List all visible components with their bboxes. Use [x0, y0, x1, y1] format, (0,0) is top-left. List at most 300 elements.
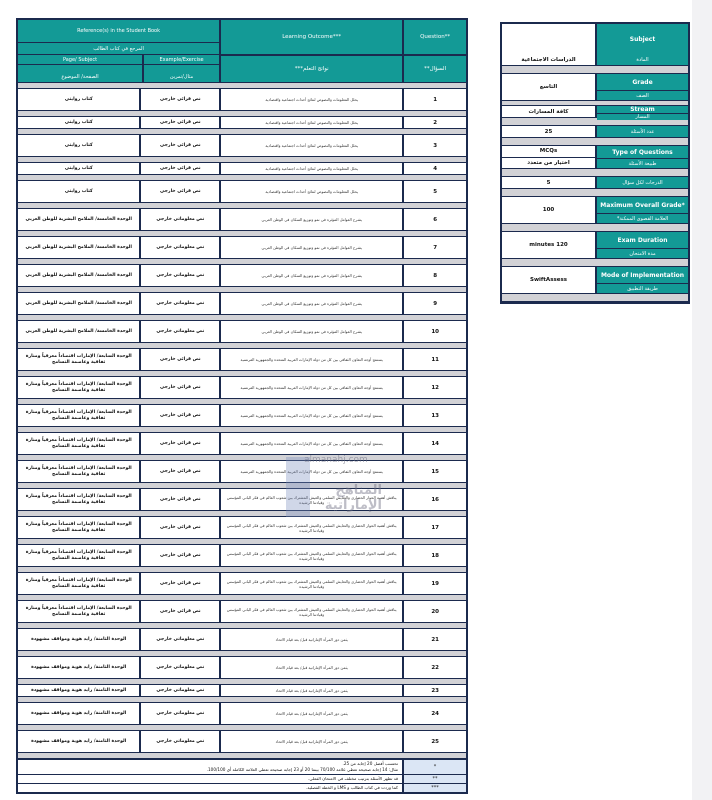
footnote-marker: *** — [404, 784, 466, 792]
panel-row — [502, 54, 688, 65]
question-number: 16 — [431, 496, 439, 503]
page-subject-text: الوحدة الثامنة/ زايد هوية ومواقف مشهودة — [31, 710, 127, 716]
learning-outcome-text: يناقش أهمية الحوار الحضاري والتعايش السلمي والعيش المشترك بين شعوب العالم في فكر الباني المؤسس وقيادتنا الرشيدة — [226, 606, 397, 617]
question-header-en: Question** — [420, 34, 451, 40]
row-separator — [18, 342, 466, 349]
question-number-cell — [404, 573, 466, 594]
panel-row — [502, 267, 688, 293]
page-subject-header-en: Page/ Subject — [62, 56, 98, 63]
page-subject-text: الوحدة الثامنة/ زايد هوية ومواقف مشهودة — [31, 636, 127, 642]
panel-separator — [502, 258, 688, 267]
panel-label-ar: العلامة القصوى الممكنة* — [597, 213, 688, 223]
page-subject-cell — [18, 433, 141, 454]
row-separator — [18, 156, 466, 163]
question-number-cell — [404, 601, 466, 622]
question-number-cell — [404, 293, 466, 314]
panel-label-ar: طريقة التطبيق — [597, 283, 688, 293]
question-number: 21 — [431, 636, 439, 643]
table-row — [18, 685, 466, 696]
question-number-cell — [404, 377, 466, 398]
page-subject-cell — [18, 89, 141, 110]
page-subject-text: الوحدة الخامسة/ الملامح البشرية للوطن العربي — [25, 300, 132, 306]
example-text: نص معلوماتي خارجي — [156, 664, 205, 670]
footnote-text — [18, 775, 404, 783]
question-number: 15 — [431, 468, 439, 475]
panel-label-en: Mode of Implementation — [597, 267, 688, 283]
example-cell — [141, 181, 221, 202]
page-subject-text: الوحدة الخامسة/ الملامح البشرية للوطن العربي — [25, 216, 132, 222]
example-cell — [141, 349, 221, 370]
page-subject-cell — [18, 209, 141, 230]
panel-row — [502, 74, 688, 100]
example-text: نص قرائي خارجي — [159, 440, 201, 446]
question-number-cell — [404, 685, 466, 696]
example-text: نص قرائي خارجي — [159, 119, 201, 125]
learning-outcome-text: يشرح العوامل المؤثرة في نمو وتوزيع السكان في الوطن العربي — [261, 273, 362, 278]
example-text: نص معلوماتي خارجي — [156, 328, 205, 334]
panel-label — [597, 197, 688, 223]
learning-outcome-text: يحلل المعلومات والنصوص لنتائج أحداث اجتماعية واقتصادية — [265, 143, 359, 148]
question-number-cell — [404, 349, 466, 370]
table-row — [18, 629, 466, 650]
question-number: 17 — [431, 524, 439, 531]
panel-label-ar: طبيعة الأسئلة — [597, 158, 688, 168]
learning-outcome-text: يستنتج أوجه التعاون الثقافي بين كل من دولة الإمارات العربية المتحدة والجمهورية الفرنسية — [240, 413, 383, 418]
footnote-text — [18, 784, 404, 792]
panel-row — [502, 232, 688, 258]
row-separator — [18, 82, 466, 89]
panel-value: 120 minutes — [502, 232, 597, 258]
question-number: 18 — [431, 552, 439, 559]
example-text: نص معلوماتي خارجي — [156, 636, 205, 642]
table-row — [18, 573, 466, 594]
learning-outcome-text: يحلل المعلومات والنصوص لنتائج أحداث اجتماعية واقتصادية — [265, 189, 359, 194]
page-subject-cell — [18, 377, 141, 398]
table-row — [18, 135, 466, 156]
question-header-ar: السؤال** — [404, 54, 466, 82]
panel-row — [502, 126, 688, 137]
reference-header-ar: المرجع في كتاب الطالب — [18, 42, 219, 55]
example-cell — [141, 163, 221, 174]
table-body — [18, 82, 466, 752]
row-separator — [18, 678, 466, 685]
row-separator — [18, 174, 466, 181]
learning-outcome-text: يناقش أهمية الحوار الحضاري والتعايش السلمي والعيش المشترك بين شعوب العالم في فكر الباني المؤسس وقيادتنا الرشيدة — [226, 522, 397, 533]
row-separator — [18, 454, 466, 461]
example-cell — [141, 209, 221, 230]
learning-outcome-cell — [221, 265, 404, 286]
learning-outcome-cell — [221, 135, 404, 156]
learning-outcome-text: يثمن دور المرأة الإماراتية قبل/ بعد قيام الاتحاد — [275, 688, 348, 693]
panel-label-en: Exam Duration — [597, 232, 688, 248]
page-subject-text: كتاب روايتي — [64, 96, 93, 102]
page-subject-cell — [18, 163, 141, 174]
example-text: نص قرائي خارجي — [159, 165, 201, 171]
question-number: 11 — [431, 356, 439, 363]
panel-value: التاسع — [502, 74, 597, 100]
question-number: 2 — [433, 119, 438, 126]
table-row — [18, 89, 466, 110]
panel-row — [502, 177, 688, 188]
panel-value — [502, 24, 597, 54]
learning-outcome-cell — [221, 657, 404, 678]
footnote-marker: ** — [404, 775, 466, 783]
example-cell — [141, 489, 221, 510]
page-subject-cell — [18, 629, 141, 650]
example-text: نص قرائي خارجي — [159, 608, 201, 614]
learning-outcome-text: يثمن دور المرأة الإماراتية قبل/ بعد قيام الاتحاد — [275, 711, 348, 716]
learning-outcome-header — [221, 20, 404, 82]
page-subject-cell — [18, 517, 141, 538]
question-number: 14 — [431, 440, 439, 447]
question-header — [404, 20, 466, 82]
table-row — [18, 117, 466, 128]
learning-outcome-cell — [221, 349, 404, 370]
example-cell — [141, 545, 221, 566]
question-number-cell — [404, 517, 466, 538]
example-cell — [141, 89, 221, 110]
example-cell — [141, 629, 221, 650]
question-number: 13 — [431, 412, 439, 419]
table-row — [18, 321, 466, 342]
example-cell — [141, 321, 221, 342]
question-number: 10 — [431, 328, 439, 335]
example-cell — [141, 117, 221, 128]
page-subject-text: الوحدة السابعة/ الإمارات اقتصاداً معرفياً ومنارة ثقافية وعاصمة التسامح — [25, 521, 132, 533]
question-number: 20 — [431, 608, 439, 615]
question-number: 4 — [433, 165, 438, 172]
learning-outcome-cell — [221, 163, 404, 174]
page-subject-text: الوحدة السابعة/ الإمارات اقتصاداً معرفياً ومنارة ثقافية وعاصمة التسامح — [25, 353, 132, 365]
row-separator — [18, 314, 466, 321]
example-cell — [141, 293, 221, 314]
panel-label-ar: الدرجات لكل سؤال — [597, 177, 688, 188]
panel-separator — [502, 137, 688, 146]
learning-outcome-text: يشرح العوامل المؤثرة في نمو وتوزيع السكان في الوطن العربي — [261, 217, 362, 222]
question-number: 22 — [431, 664, 439, 671]
footnote-row — [18, 759, 466, 774]
page-subject-text: الوحدة الثامنة/ زايد هوية ومواقف مشهودة — [31, 687, 127, 693]
row-separator — [18, 510, 466, 517]
learning-outcome-cell — [221, 181, 404, 202]
page-subject-cell — [18, 181, 141, 202]
page-subject-cell — [18, 237, 141, 258]
page-subject-header-ar: الصفحة/ الموضوع — [18, 64, 142, 82]
panel-label-en: Type of Questions — [597, 146, 688, 158]
example-text: نص قرائي خارجي — [159, 496, 201, 502]
table-row — [18, 293, 466, 314]
panel-value: 5 — [502, 177, 597, 188]
question-number: 8 — [433, 272, 438, 279]
table-row — [18, 163, 466, 174]
example-header-ar: مثال/تمرين — [144, 64, 219, 82]
panel-label — [597, 24, 688, 54]
page-subject-text: كتاب روايتي — [64, 119, 93, 125]
question-number-cell — [404, 545, 466, 566]
learning-outcome-cell — [221, 573, 404, 594]
example-text: نص قرائي خارجي — [159, 580, 201, 586]
page-subject-cell — [18, 685, 141, 696]
question-number-cell — [404, 163, 466, 174]
learning-outcome-cell — [221, 209, 404, 230]
table-row — [18, 517, 466, 538]
page-margin-strip — [692, 0, 712, 800]
panel-label-en: Subject — [597, 24, 688, 54]
panel-label-ar: المادة — [597, 54, 688, 65]
panel-value-text: MCQs — [539, 148, 558, 155]
example-text: نص قرائي خارجي — [159, 96, 201, 102]
question-number: 1 — [433, 96, 438, 103]
example-text: نص قرائي خارجي — [159, 188, 201, 194]
panel-label — [597, 232, 688, 258]
reference-header-group — [18, 20, 221, 82]
page-subject-text: الوحدة الخامسة/ الملامح البشرية للوطن العربي — [25, 328, 132, 334]
panel-label — [597, 54, 688, 65]
panel-separator — [502, 223, 688, 232]
learning-outcome-cell — [221, 321, 404, 342]
question-number-cell — [404, 731, 466, 752]
learning-outcome-cell — [221, 629, 404, 650]
learning-outcome-text: يحلل المعلومات والنصوص لنتائج أحداث اجتماعية واقتصادية — [265, 120, 359, 125]
question-number-cell — [404, 461, 466, 482]
learning-outcome-cell — [221, 517, 404, 538]
example-cell — [141, 265, 221, 286]
panel-value-text: اختيار من متعدد — [502, 157, 595, 169]
panel-label — [597, 146, 688, 168]
example-cell — [141, 685, 221, 696]
table-row — [18, 545, 466, 566]
page-subject-cell — [18, 293, 141, 314]
learning-outcome-cell — [221, 237, 404, 258]
row-separator — [18, 538, 466, 545]
table-row — [18, 405, 466, 426]
panel-label-en: Stream — [597, 106, 688, 113]
question-number: 3 — [433, 142, 438, 149]
panel-label-ar: عدد الأسئلة — [597, 126, 688, 137]
example-text: نص معلوماتي خارجي — [156, 300, 205, 306]
learning-outcome-header-en: Learning Outcome*** — [282, 34, 342, 40]
example-text: نص معلوماتي خارجي — [156, 272, 205, 278]
question-number-cell — [404, 657, 466, 678]
page-subject-cell — [18, 135, 141, 156]
learning-outcome-text: يستنتج أوجه التعاون الثقافي بين كل من دولة الإمارات العربية المتحدة والجمهورية الفرنسية — [240, 441, 383, 446]
learning-outcome-cell — [221, 293, 404, 314]
learning-outcome-cell — [221, 545, 404, 566]
example-text: نص معلوماتي خارجي — [156, 687, 205, 693]
row-separator — [18, 202, 466, 209]
panel-label-ar: المسار — [597, 113, 688, 120]
example-text: نص معلوماتي خارجي — [156, 710, 205, 716]
panel-row — [502, 24, 688, 54]
question-number-cell — [404, 405, 466, 426]
learning-outcome-cell — [221, 703, 404, 724]
table-row — [18, 731, 466, 752]
example-cell — [141, 657, 221, 678]
panel-separator — [502, 168, 688, 177]
watermark-text: المناهج الإماراتية — [324, 483, 382, 513]
table-row — [18, 377, 466, 398]
table-header — [18, 20, 466, 82]
learning-outcome-text: يستنتج أوجه التعاون الثقافي بين كل من دولة الإمارات العربية المتحدة والجمهورية الفرنسية — [240, 469, 383, 474]
question-number-cell — [404, 489, 466, 510]
example-text: نص قرائي خارجي — [159, 142, 201, 148]
question-number: 9 — [433, 300, 438, 307]
example-text: نص قرائي خارجي — [159, 552, 201, 558]
learning-outcome-cell — [221, 489, 404, 510]
page-subject-cell — [18, 601, 141, 622]
question-number-cell — [404, 209, 466, 230]
panel-label — [597, 106, 688, 120]
question-number: 6 — [433, 216, 438, 223]
panel-label-ar: مدة الامتحان — [597, 248, 688, 258]
table-row — [18, 349, 466, 370]
watermark-site: almanahj.com — [304, 455, 368, 465]
learning-outcome-text: يثمن دور المرأة الإماراتية قبل/ بعد قيام الاتحاد — [275, 665, 348, 670]
question-number-cell — [404, 703, 466, 724]
learning-outcome-text: يثمن دور المرأة الإماراتية قبل/ بعد قيام الاتحاد — [275, 637, 348, 642]
learning-outcome-cell — [221, 461, 404, 482]
exam-specification-table — [16, 18, 468, 794]
row-separator — [18, 370, 466, 377]
footnotes — [18, 759, 466, 792]
example-text: نص معلوماتي خارجي — [156, 244, 205, 250]
page-subject-text: الوحدة الثامنة/ زايد هوية ومواقف مشهودة — [31, 664, 127, 670]
learning-outcome-cell — [221, 117, 404, 128]
panel-value: كافة المسارات — [502, 106, 597, 117]
page-subject-text: كتاب روايتي — [64, 188, 93, 194]
panel-separator — [502, 65, 688, 74]
learning-outcome-text: يناقش أهمية الحوار الحضاري والتعايش السلمي والعيش المشترك بين شعوب العالم في فكر الباني المؤسس وقيادتنا الرشيدة — [226, 578, 397, 589]
panel-label — [597, 267, 688, 293]
learning-outcome-cell — [221, 731, 404, 752]
question-number-cell — [404, 237, 466, 258]
learning-outcome-cell — [221, 601, 404, 622]
learning-outcome-text: يشرح العوامل المؤثرة في نمو وتوزيع السكان في الوطن العربي — [261, 301, 362, 306]
row-separator — [18, 230, 466, 237]
panel-separator — [502, 293, 688, 302]
panel-separator — [502, 188, 688, 197]
table-row — [18, 461, 466, 482]
learning-outcome-text: يشرح العوامل المؤثرة في نمو وتوزيع السكان في الوطن العربي — [261, 329, 362, 334]
table-row — [18, 489, 466, 510]
learning-outcome-text: يستنتج أوجه التعاون الثقافي بين كل من دولة الإمارات العربية المتحدة والجمهورية الفرنسية — [240, 385, 383, 390]
panel-row — [502, 146, 688, 168]
table-row — [18, 703, 466, 724]
learning-outcome-cell — [221, 377, 404, 398]
page-subject-text: الوحدة السابعة/ الإمارات اقتصاداً معرفياً ومنارة ثقافية وعاصمة التسامح — [25, 605, 132, 617]
page-subject-cell — [18, 265, 141, 286]
page-subject-cell — [18, 573, 141, 594]
row-separator — [18, 650, 466, 657]
row-separator — [18, 696, 466, 703]
page-subject-cell — [18, 545, 141, 566]
panel-label-en: Grade — [597, 74, 688, 90]
question-number-cell — [404, 629, 466, 650]
table-row — [18, 237, 466, 258]
question-number: 7 — [433, 244, 438, 251]
panel-label-ar: الصف — [597, 90, 688, 100]
row-separator — [18, 426, 466, 433]
example-cell — [141, 461, 221, 482]
page-subject-text: الوحدة الخامسة/ الملامح البشرية للوطن العربي — [25, 244, 132, 250]
page-subject-cell — [18, 117, 141, 128]
question-number-cell — [404, 117, 466, 128]
example-text: نص معلوماتي خارجي — [156, 216, 205, 222]
example-text: نص قرائي خارجي — [159, 356, 201, 362]
table-row — [18, 601, 466, 622]
page-subject-text: الوحدة السابعة/ الإمارات اقتصاداً معرفياً ومنارة ثقافية وعاصمة التسامح — [25, 577, 132, 589]
page-subject-cell — [18, 405, 141, 426]
learning-outcome-text: يناقش أهمية الحوار الحضاري والتعايش السلمي والعيش المشترك بين شعوب العالم في فكر الباني المؤسس وقيادتنا الرشيدة — [226, 550, 397, 561]
page-subject-text: الوحدة السابعة/ الإمارات اقتصاداً معرفياً ومنارة ثقافية وعاصمة التسامح — [25, 381, 132, 393]
example-cell — [141, 517, 221, 538]
question-number: 5 — [433, 188, 438, 195]
page-subject-text: الوحدة الثامنة/ زايد هوية ومواقف مشهودة — [31, 738, 127, 744]
example-text: نص قرائي خارجي — [159, 468, 201, 474]
table-row — [18, 657, 466, 678]
panel-row — [502, 197, 688, 223]
panel-value: SwiftAssess — [502, 267, 597, 293]
question-number-cell — [404, 181, 466, 202]
row-separator — [18, 622, 466, 629]
table-row — [18, 433, 466, 454]
example-text: نص قرائي خارجي — [159, 412, 201, 418]
page-subject-text: كتاب روايتي — [64, 165, 93, 171]
learning-outcome-cell — [221, 433, 404, 454]
footnote-marker: * — [404, 760, 466, 774]
question-number-cell — [404, 321, 466, 342]
row-separator — [18, 110, 466, 117]
example-cell — [141, 237, 221, 258]
question-number: 23 — [431, 687, 439, 694]
example-cell — [141, 433, 221, 454]
page-subject-cell — [18, 461, 141, 482]
footnote-line: تحتسب أفضل 20 إجابة من 25. — [342, 761, 398, 766]
page-subject-text: الوحدة السابعة/ الإمارات اقتصاداً معرفياً ومنارة ثقافية وعاصمة التسامح — [25, 549, 132, 561]
table-row — [18, 265, 466, 286]
row-separator — [18, 752, 466, 759]
example-cell — [141, 731, 221, 752]
panel-label — [597, 74, 688, 100]
page-subject-text: الوحدة السابعة/ الإمارات اقتصاداً معرفياً ومنارة ثقافية وعاصمة التسامح — [25, 493, 132, 505]
learning-outcome-text: يحلل المعلومات والنصوص لنتائج أحداث اجتماعية واقتصادية — [265, 97, 359, 102]
question-number-cell — [404, 89, 466, 110]
table-row — [18, 209, 466, 230]
row-separator — [18, 724, 466, 731]
footnote-text — [18, 760, 404, 774]
page-subject-text: الوحدة السابعة/ الإمارات اقتصاداً معرفياً ومنارة ثقافية وعاصمة التسامح — [25, 437, 132, 449]
panel-label — [597, 177, 688, 188]
example-cell — [141, 703, 221, 724]
learning-outcome-cell — [221, 685, 404, 696]
panel-label-en: Maximum Overall Grade* — [597, 197, 688, 213]
question-number: 24 — [431, 710, 439, 717]
page-subject-cell — [18, 657, 141, 678]
example-cell — [141, 377, 221, 398]
panel-value: الدراسات الاجتماعية — [502, 54, 597, 65]
footnote-line: مثال: 14 إجابة صحيحة تعطي علامة 70/100 بينما 20 أو 23 إجابة صحيحة تعطي العلامة الكاملة أي 100/100. — [206, 767, 398, 772]
example-cell — [141, 601, 221, 622]
learning-outcome-text: يحلل المعلومات والنصوص لنتائج أحداث اجتماعية واقتصادية — [265, 166, 359, 171]
example-cell — [141, 405, 221, 426]
row-separator — [18, 594, 466, 601]
example-cell — [141, 573, 221, 594]
row-separator — [18, 128, 466, 135]
exam-info-panel — [500, 22, 690, 304]
learning-outcome-header-ar: نواتج التعلم*** — [221, 54, 402, 82]
example-text: نص قرائي خارجي — [159, 524, 201, 530]
footnote-line: كما وردت في كتاب الطالب و LMS و الخطة الفصلية. — [306, 785, 398, 790]
